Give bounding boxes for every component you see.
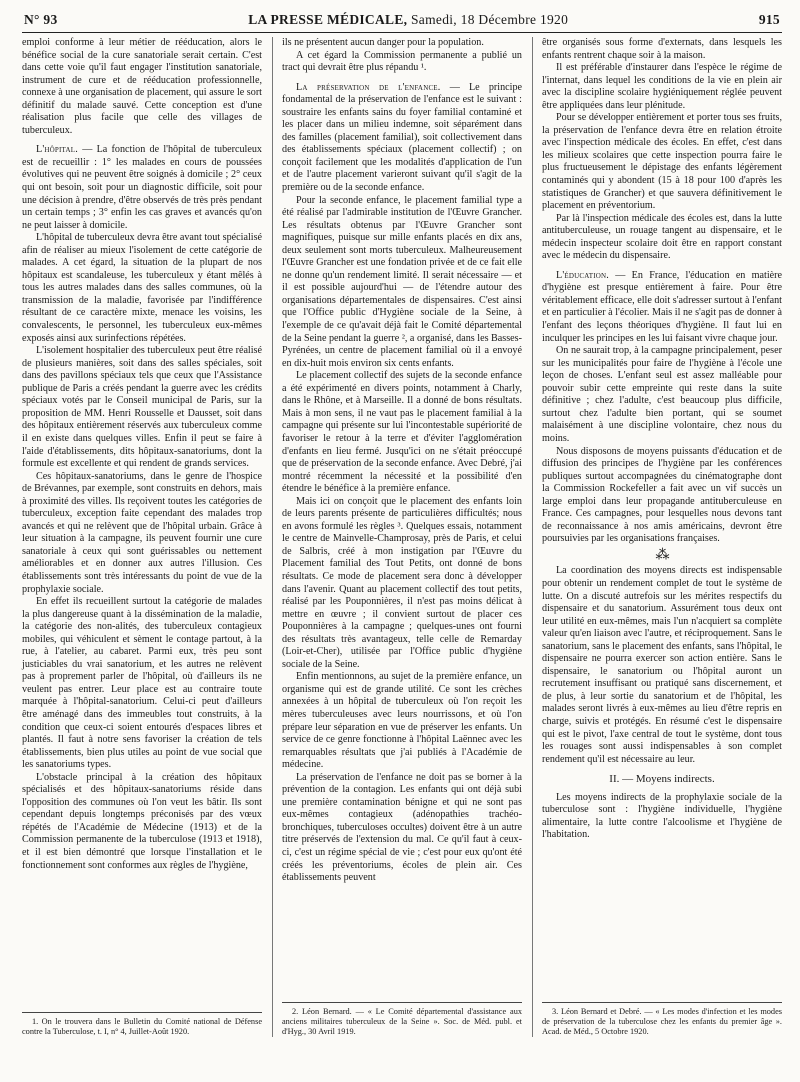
section-heading: La préservation de l'enfance. (296, 81, 441, 93)
paragraph-text: — En France, l'éducation en matière d'hygiène est presque entièrement à faire. Pour être véritablement efficace, elle doit s'adresser surtout à l'enfant et en particulier à l'écolier. Mais il ne s'agit pas de donner à l'enfant des leçons théoriques d'hygiène. Il faut lui en inculquer les principes en les lui faisant vivre chaque jour. (542, 269, 782, 344)
column-1 (22, 37, 262, 1037)
running-header (22, 12, 782, 33)
issue-number: N° 93 (24, 12, 58, 27)
paragraph: Il est préférable d'instaurer dans l'espèce le régime de l'internat, dans lequel les conditions de la vie en plein air avec la discipline scolaire hygiéniquement réglée peuvent être appliquées dans leur plénitude. (542, 62, 782, 111)
paragraph: Nous disposons de moyens puissants d'éducation et de diffusion des principes de l'hygiène par les conférences publiques surtout accompagnées du cinématographe dont la Commission Rockefeller a fait avec un vif succès un large emploi dans leur propagande antituberculeuse en France. Ces campagnes, pour lesquelles nous devons tant de reconnaissance à nos amis américains, devront être poursuivies par les organisations françaises. (542, 445, 782, 545)
footnotes (542, 1002, 782, 1037)
column-2 (272, 37, 522, 1037)
paragraph: Ces hôpitaux-sanatoriums, dans le genre de l'hospice de Brévannes, par exemple, sont construits en dehors, mais à proximité des villes. Ils reçoivent toutes les catégories de tuberculeux, exception faite cependant des malades trop avancés et qui ne relèvent que de l'hôpital urbain. Grâce à leur situation à la campagne, ils peuvent fournir une cure sanatoriale à ceux qui sont guérissables ou nettement améliorables et en donner aux autres l'illusion. Ces établissements sont très intéressants du point de vue de la prophylaxie sociale. (22, 470, 262, 595)
paragraph-text: — La fonction de l'hôpital de tuberculeux est de recueillir : 1° les malades en cours de poussées évolutives qui ne peuvent être soignés à domicile ; 2° ceux qui ont besoin, soit pour un diagnostic difficile, soit pour une décision à prendre, d'être observés de très près pendant un certain temps ; 3° enfin les cas graves et avancés qu'on ne peut laisser à domicile. (22, 144, 262, 231)
paragraph-text: — Le principe fondamental de la préservation de l'enfance est le suivant : soustraire les enfants sains du foyer familial contaminé et les placer dans un milieu indemne, soit séparément dans des familles (placement familial), soit collectivement dans des établissements spéciaux (placement collectif) ; on conçoit facilement que les modalités d'application de l'un et de l'autre placement varieront suivant qu'il s'agit de la première ou de la seconde enfance. (282, 81, 523, 194)
footnotes (22, 1012, 262, 1037)
section-heading: L'éducation. (556, 269, 609, 281)
section-enfance (282, 82, 522, 195)
paragraph: En effet ils recueillent surtout la catégorie de malades la plus dangereuse quant à la dissémination de la maladie, la catégorie des non-alités, des tuberculeux contagieux mobiles, qui véhiculent et sèment le contage partout, à la rue, à l'atelier, au cabaret. Parmi eux, très peu sont justiciables du vrai sanatorium, et les autres ne relèvent pas à proprement parler de l'hôpital, où d'ailleurs ils ne veulent pas entrer. Leur place est au contraire toute marquée à l'hôpital-sanatorium. Celui-ci peut d'ailleurs être aménagé dans des immeubles tout construits, à la condition que ceux-ci soient entourés d'espaces libres et plantés. Il faut à notre sens favoriser la création de tels établissements, bien plus utiles au point de vue social que les sanatoriums types. (22, 596, 262, 771)
paragraph: Par là l'inspection médicale des écoles est, dans la lutte antituberculeuse, un rouage tangent au dispensaire, et le médecin inspecteur scolaire doit être en rapport constant avec le médecin du dispensaire. (542, 212, 782, 262)
paragraph: Mais ici on conçoit que le placement des enfants loin de leurs parents présente de particulières difficultés; nous en avons formulé les règles ³. Quelques essais, notamment le centre de Mainvelle-Champrosay, près de Paris, et celui de Salbris, créé à mon instigation par l'Œuvre du Placement familial des Tout Petits, ont donné de bons résultats. Ce mode de placement sera donc à développer dans l'avenir. Quant au placement collectif des tout petits, réalisé par les Pouponnières, il n'est pas moins délicat à mettre en œuvre ; il convient surtout de placer ces Pouponnières à la campagne ; quelques-unes ont fourni des résultats très avantageux, telle celle de Remarday (Loir-et-Cher), utilisée par l'Office public d'hygiène sociale de la Seine. (282, 495, 522, 670)
paragraph: La coordination des moyens directs est indispensable pour obtenir un rendement complet de tout le système de lutte. On a discuté autrefois sur les mérites respectifs du dispensaire et du sanatorium. Assurément tous deux ont leur utilité en eux-mêmes, mais l'un n'acquiert sa complète valeur qu'en liaison avec l'autre, et réciproquement. Sans le sanatorium, sans le placement des enfants, sans l'hôpital, le dispensaire ne pourra exercer son action entière. Sans le dispensaire, le sanatorium ou l'hôpital auront un recrutement insuffisant ou pratiqué sans discernement, et de plus, à leur sortie du sanatorium et de l'hôpital, les malades seront livrés à eux-mêmes au lieu d'être repris en charge, suivis et protégés. En résumé c'est le dispensaire qui est le pivot, l'axe central de tout le système, dont tous les rouages sont aussi indispensables à son complet rendement qu'il est nécessaire au leur. (542, 565, 782, 765)
paragraph: L'isolement hospitalier des tuberculeux peut être réalisé de plusieurs manières, soit dans des salles spéciales, soit dans des pavillons spéciaux tels que ceux que l'Assistance publique de Paris a créés pendant la guerre avec les crédits spéciaux votés par le Conseil municipal de Paris, sur la proposition de MM. Henri Rousselle et Dausset, soit dans des hôpitaux entièrement réservés aux tuberculeux comme il en existe dans quelques villes. Enfin il peut se faire à l'aide d'établissements, dits hôpitaux-sanatoriums, dont la formule est excellente et qui rendent de grands services. (22, 345, 262, 470)
paragraph: être organisés sous forme d'externats, dans lesquels les enfants rentrent chaque soir à la maison. (542, 37, 782, 61)
section-hopital (22, 144, 262, 232)
paragraph: A cet égard la Commission permanente a publié un tract qui devrait être plus répandu ¹. (282, 49, 522, 74)
paragraph: Le placement collectif des sujets de la seconde enfance a été expérimenté en divers points, notamment à Charly, dans le Rhône, et à Marseille. Il a donné de bons résultats. Mais à mon sens, il ne vaut pas le placement familial à la campagne qui présente sur lui l'incontestable supériorité de favoriser le retour à la terre et d'éviter l'agglomération d'enfants en lieu fermé. Jusqu'ici on ne s'était préoccupé que de préservation de la seconde enfance. Avec Debré, j'ai montré récemment la nécessité et la possibilité d'en étendre le bénéfice à la première enfance. (282, 370, 522, 495)
paragraph: Pour se développer entièrement et porter tous ses fruits, la préservation de l'enfance devra être en relation étroite avec l'inspection médicale des écoles. En effet, c'est dans les milieux scolaires que cette inspection pourra faire le plus fructueusement le dépistage des enfants légèrement contaminés qui y abondent (15 à 18 pour 100 d'après les statistiques de Grancher) et que sauvera définitivement le placement en préventorium. (542, 112, 782, 212)
paragraph: emploi conforme à leur métier de rééducation, alors le bénéfice social de la cure sanatoriale serait certain. C'est dans cette voie qu'il faut engager l'institution sanatoriale, instrument de cure et de rééducation professionnelle, connexe à une organisation de placement, qui assure le sort définitif du malade sauvé. Cette conception est d'une réalisation plus facile que celle des villages de tuberculeux. (22, 37, 262, 136)
paragraph: On ne saurait trop, à la campagne principalement, peser sur les municipalités pour faire de l'hygiène à l'école une leçon de choses. L'enfant seul est assez malléable pour pouvoir subir cette empreinte qui reste dans la suite définitive ; chez l'adulte, c'est beaucoup plus difficile, surtout chez l'adulte bien portant, qui se soumet malaisément à une discipline volontaire, chez nous du moins. (542, 345, 782, 444)
journal-title: LA PRESSE MÉDICALE, (248, 12, 408, 27)
issue-date: Samedi, 18 Décembre 1920 (411, 12, 569, 27)
paragraph: Enfin mentionnons, au sujet de la première enfance, un organisme qui est de grande utilité. Ce sont les crèches annexées à un hôpital de tuberculeux où l'on reçoit les mères tuberculeuses avec leurs nourrissons, et où l'on prépare leur séparation en vue de préserver les enfants. Un service de ce genre fonctionne à l'hôpital Laënnec avec les remarquables résultats que j'ai publiés à l'Académie de médecine. (282, 671, 522, 771)
section-education (542, 270, 782, 345)
section-title-moyens-indirects: II. — Moyens indirects. (609, 773, 715, 786)
paragraph: L'hôpital de tuberculeux devra être avant tout spécialisé afin de réaliser au mieux l'isolement de cette catégorie de malades. A cet égard, la situation de la plupart de nos hôpitaux est scandaleuse, les tuberculeux y étant mêlés à tous les autres malades dans des salles communes, où la transmission de la maladie, favorisée par l'indifférence résultant de ce caractère mixte, menace les voisins, les convalescents, le personnel, les tuberculeux eux-mêmes exposés ainsi aux surinfections répétées. (22, 232, 262, 344)
paragraph: Pour la seconde enfance, le placement familial type a été réalisé par l'admirable institution de l'Œuvre Grancher. Les résultats obtenus par l'Œuvre Grancher sont magnifiques, puisque sur mille enfants placés en dix ans, deux seulement sont morts tuberculeux. Malheureusement l'Œuvre Grancher est une fondation privée et de ce fait elle ne donne qu'un rendement limité. Il serait nécessaire — et il est possible aujourd'hui — de l'étendre autour des organisations départementales de dispensaires. C'est ainsi que l'Office public d'Hygiène sociale de la Seine, à l'exemple de ce qu'avait déjà fait le Comité départemental de la Seine pendant la guerre ², a organisé, dans les Basses-Pyrénées, un centre de placement familial où il a envoyé en dix-huit mois environ six cents enfants. (282, 194, 522, 369)
footnotes (282, 1002, 522, 1037)
footnote-3: 3. Léon Bernard et Debré. — « Les modes d'infection et les modes de préservation de la tuberculose chez les enfants du premier âge ». Acad. de Méd., 5 Octobre 1920. (542, 1007, 782, 1036)
text-columns (22, 37, 782, 1037)
section-heading: L'hôpital. (36, 144, 78, 156)
page-number: 915 (758, 12, 780, 27)
column-3 (532, 37, 782, 1037)
paragraph: Les moyens indirects de la prophylaxie sociale de la tuberculose sont : l'hygiène individuelle, l'hygiène alimentaire, la lutte contre l'alcoolisme et l'hygiène de l'habitation. (542, 791, 782, 841)
footnote-2: 2. Léon Bernard. — « Le Comité départemental d'assistance aux anciens militaires tuberculeux de la Seine ». Soc. de Méd. publ. et d'Hyg., 30 Avril 1919. (282, 1007, 522, 1036)
footnote-1: 1. On le trouvera dans le Bulletin du Comité national de Défense contre la Tuberculose, t. I, n° 4, Juillet-Août 1920. (22, 1017, 262, 1036)
asterism-divider: ⁂ (655, 547, 669, 563)
paragraph: L'obstacle principal à la création des hôpitaux spécialisés et des hôpitaux-sanatoriums réside dans l'opposition des communes où l'on veut les bâtir. Ils sont cependant depuis longtemps préconisés par des vœux répétés de l'Académie de Médecine (1913) et de la Commission permanente de la tuberculose (1913 et 1918), et il est bien démontré que lorsque l'installation et le fonctionnement sont conformes aux règles de l'hygiène, (22, 771, 262, 871)
paragraph: La préservation de l'enfance ne doit pas se borner à la prévention de la contagion. Les enfants qui ont déjà subi une première contamination bénigne et qui ne sont pas eux-mêmes contagieux (adénopathies trachéo-bronchiques, tuberculoses occultes) doivent être à un autre titre préservés de l'extension du mal. Ce qu'il faut à ceux-ci, c'est un régime spécial de vie ; c'est pour eux qu'ont été créés les préventoriums, écoles de plein air. Ces établissements peuvent (282, 771, 522, 884)
paragraph: ils ne présentent aucun danger pour la population. (282, 37, 484, 48)
journal-title-line (248, 12, 568, 28)
